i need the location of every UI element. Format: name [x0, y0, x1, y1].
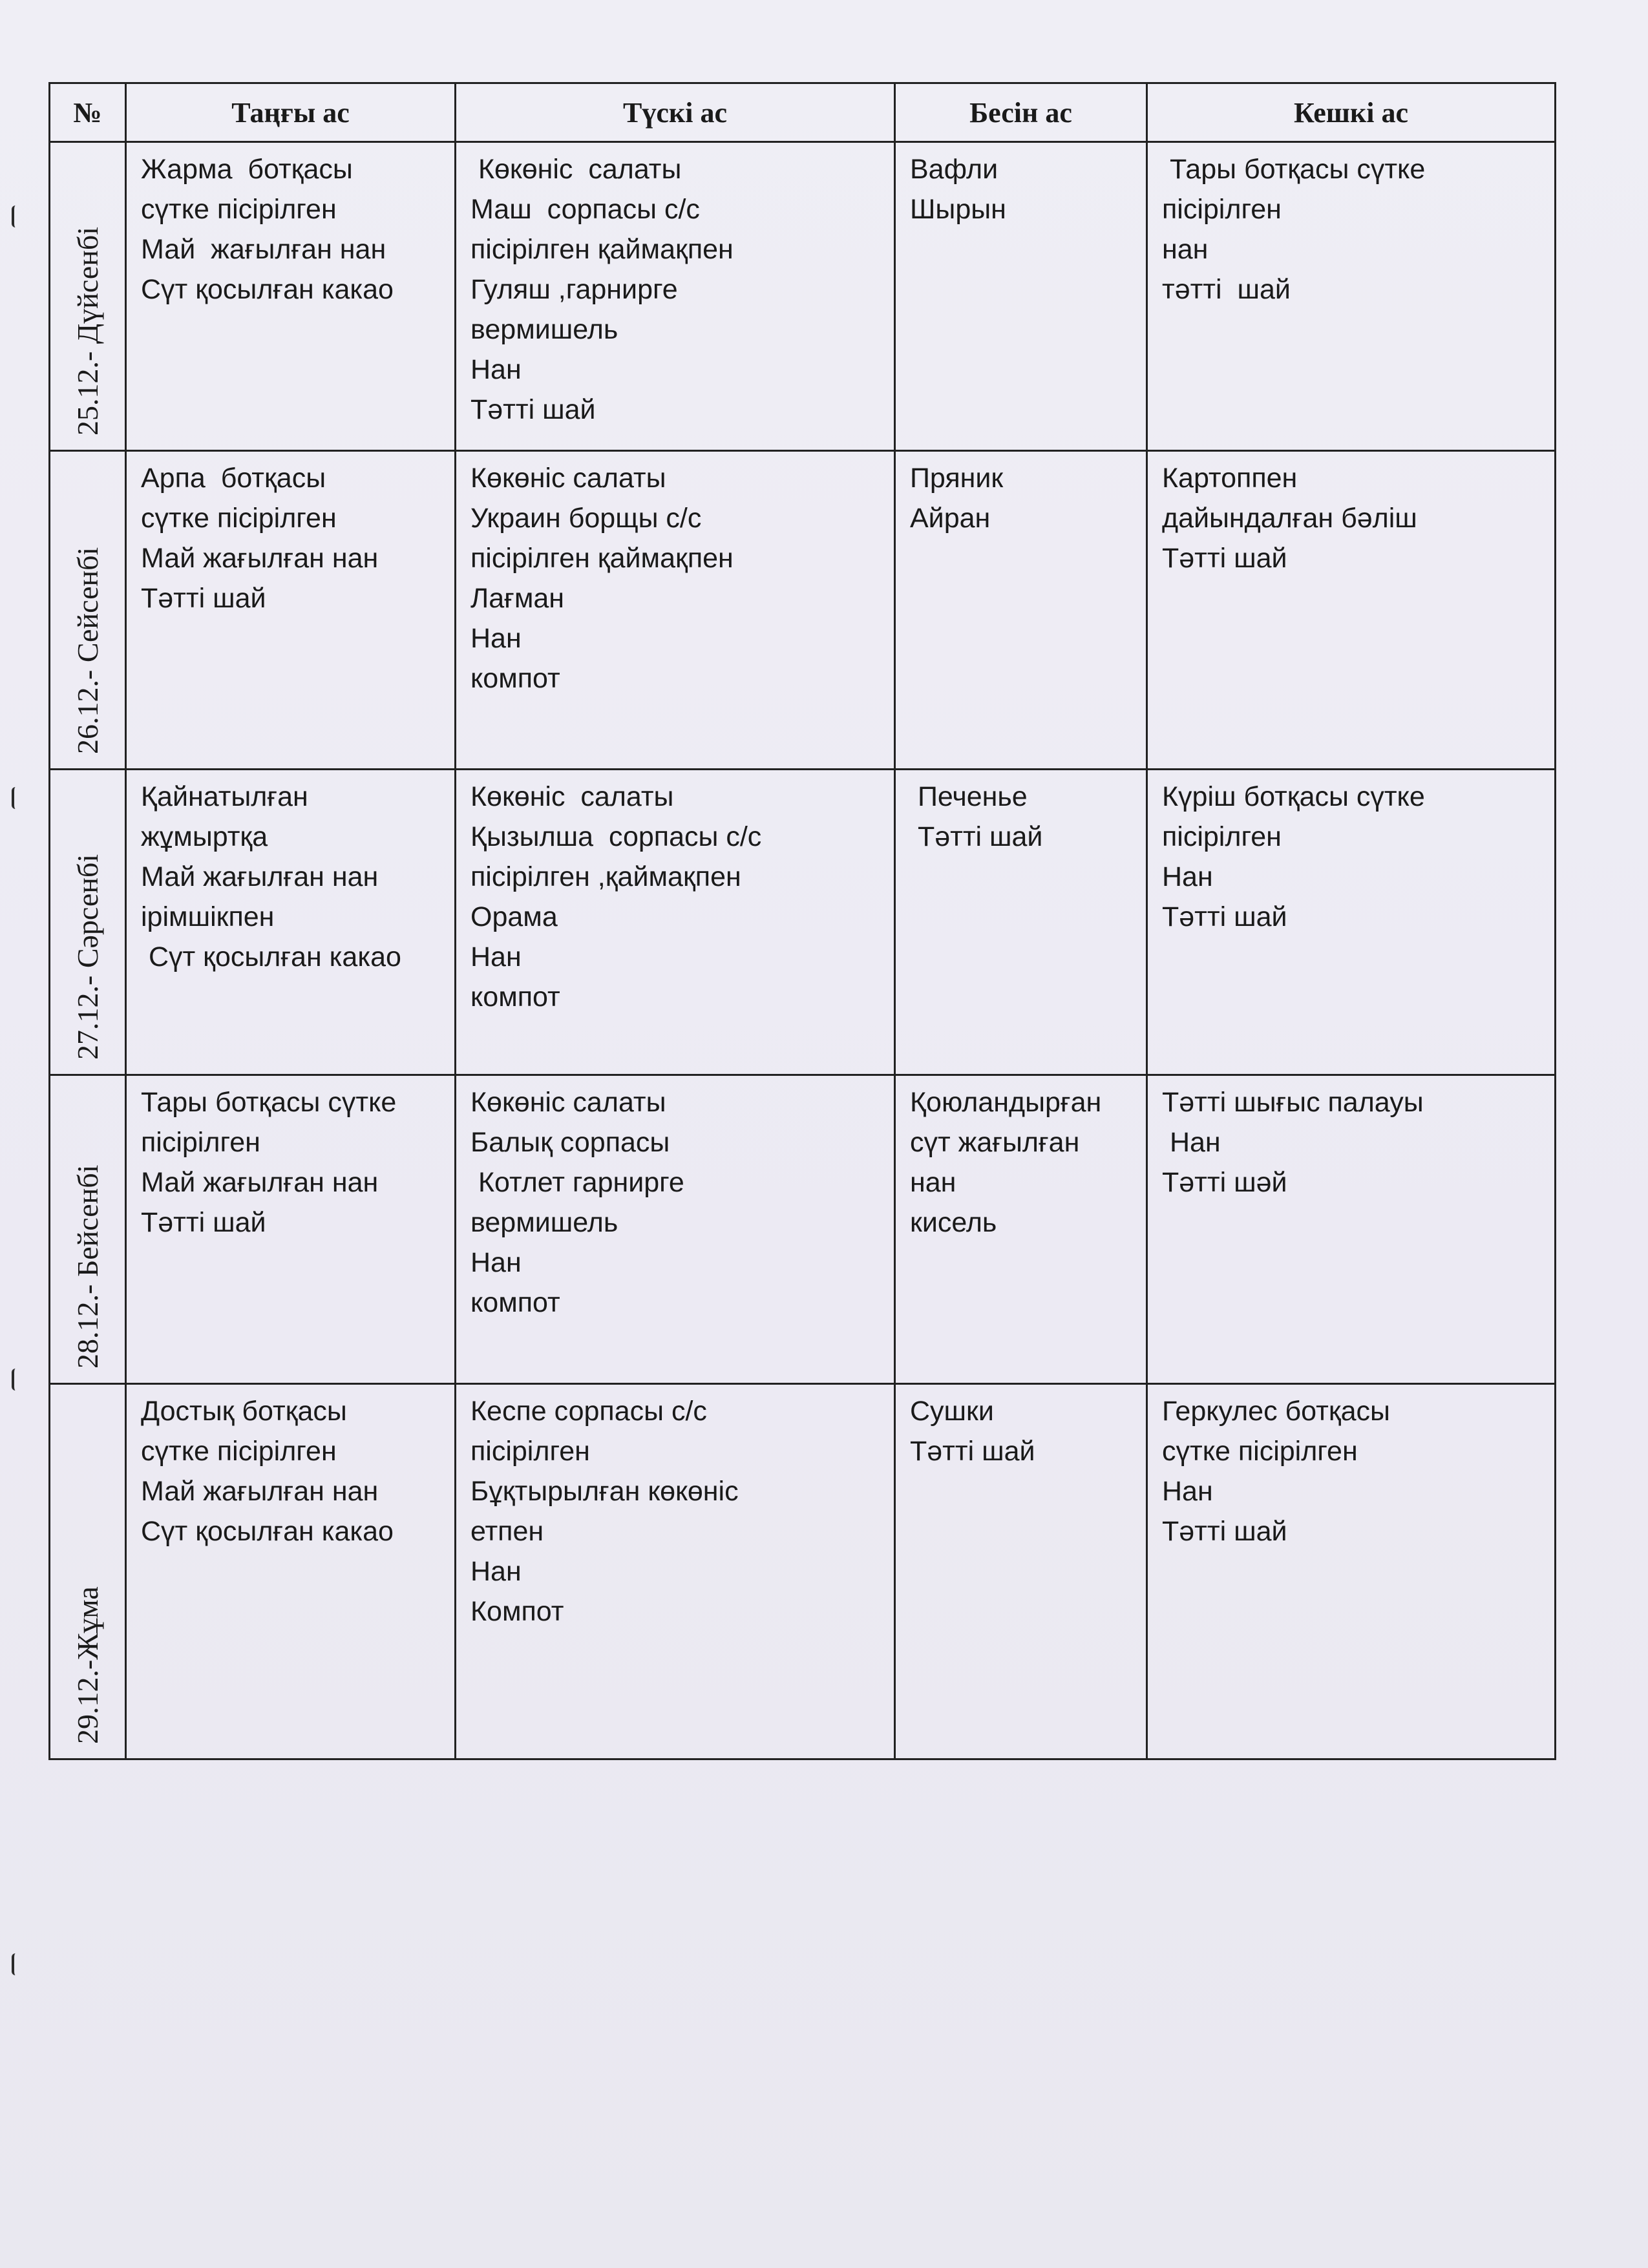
lunch-item: вермишель [470, 1207, 618, 1239]
breakfast-item: Тәтті шай [141, 1207, 266, 1239]
lunch-cell [456, 142, 895, 451]
lunch-item: Балық сорпасы [470, 1127, 670, 1159]
lunch-item: Гуляш ,гарнирге [470, 274, 678, 305]
snack-item: нан [910, 1167, 956, 1199]
dinner-cell [1147, 770, 1556, 1075]
dinner-item: Күріш ботқасы сүтке [1162, 781, 1425, 813]
breakfast-item: Сүт қосылған какао [141, 274, 394, 305]
snack-item: Вафли [910, 154, 998, 185]
snack-item: Печенье [910, 781, 1028, 813]
header-snack: Бесін ас [895, 83, 1147, 142]
breakfast-item: сүтке пісірілген [141, 1436, 337, 1467]
lunch-cell [456, 1075, 895, 1384]
lunch-item: Кеспе сорпасы с/с [470, 1396, 707, 1427]
breakfast-cell [126, 770, 456, 1075]
day-row [50, 142, 1556, 451]
lunch-item: пісірілген ,қаймақпен [470, 861, 741, 893]
breakfast-item: Май жағылған нан [141, 234, 386, 265]
lunch-item: Көкөніс салаты [470, 1087, 666, 1118]
lunch-cell [456, 770, 895, 1075]
header-breakfast: Таңғы ас [126, 83, 456, 142]
lunch-item: Көкөніс салаты [470, 154, 682, 185]
day-row [50, 450, 1556, 770]
day-label: 27.12.- Сәрсенбі [70, 854, 104, 1060]
lunch-item: пісірілген қаймақпен [470, 542, 734, 574]
day-cell [50, 1075, 126, 1384]
day-row [50, 1384, 1556, 1759]
day-cell [50, 1384, 126, 1759]
binder-mark [12, 787, 19, 809]
lunch-cell [456, 450, 895, 770]
snack-cell [895, 770, 1147, 1075]
breakfast-item: пісірілген [141, 1127, 260, 1159]
lunch-item: Маш сорпасы с/с [470, 194, 700, 225]
dinner-item: Картоппен [1162, 462, 1298, 494]
snack-cell [895, 1384, 1147, 1759]
header-row [50, 83, 1556, 142]
dinner-item: Тәтті шай [1162, 542, 1287, 574]
lunch-item: Лағман [470, 582, 565, 614]
breakfast-item: сүтке пісірілген [141, 502, 337, 534]
lunch-item: компот [470, 662, 560, 694]
lunch-item: компот [470, 982, 560, 1013]
day-label: 29.12.-Жұма [70, 1586, 104, 1744]
snack-item: Тәтті шай [910, 1436, 1035, 1467]
dinner-item: Тары ботқасы сүтке [1162, 154, 1426, 185]
lunch-item: Котлет гарнирге [470, 1167, 684, 1199]
binder-mark [12, 1953, 19, 1975]
header-lunch: Түскі ас [456, 83, 895, 142]
dinner-cell [1147, 1075, 1556, 1384]
dinner-item: Нан [1162, 1127, 1221, 1159]
breakfast-item: Тәтті шай [141, 582, 266, 614]
breakfast-item: Жарма ботқасы [141, 154, 353, 185]
lunch-item: пісірілген [470, 1436, 590, 1467]
lunch-item: Көкөніс салаты [470, 462, 666, 494]
breakfast-item: Арпа ботқасы [141, 462, 326, 494]
dinner-item: Нан [1162, 1476, 1213, 1507]
lunch-item: Нан [470, 354, 522, 385]
breakfast-item: ірімшікпен [141, 901, 275, 933]
dinner-item: пісірілген [1162, 194, 1282, 225]
breakfast-item: Сүт қосылған какао [141, 1516, 394, 1548]
breakfast-item: сүтке пісірілген [141, 194, 337, 225]
day-cell [50, 142, 126, 451]
dinner-item: тәтті шай [1162, 274, 1291, 305]
breakfast-item: Май жағылған нан [141, 1167, 379, 1199]
day-label: 26.12.- Сейсенбі [70, 547, 104, 755]
dinner-item: Тәтті шәй [1162, 1167, 1287, 1199]
dinner-item: Тәтті шай [1162, 1516, 1287, 1548]
lunch-item: Қызылша сорпасы с/с [470, 821, 762, 853]
lunch-item: Тәтті шай [470, 394, 596, 425]
snack-item: Айран [910, 502, 991, 534]
lunch-item: Нан [470, 941, 522, 973]
lunch-item: Нан [470, 622, 522, 654]
lunch-item: Компот [470, 1596, 564, 1628]
breakfast-item: Тары ботқасы сүтке [141, 1087, 397, 1118]
snack-cell [895, 142, 1147, 451]
dinner-cell [1147, 1384, 1556, 1759]
snack-item: Пряник [910, 462, 1004, 494]
header-dinner: Кешкі ас [1147, 83, 1556, 142]
breakfast-item: Достық ботқасы [141, 1396, 347, 1427]
lunch-item: Бұқтырылған көкөніс [470, 1476, 739, 1507]
day-label: 25.12.- Дүйсенбі [70, 226, 104, 436]
dinner-item: дайындалған бәліш [1162, 502, 1417, 534]
dinner-cell [1147, 450, 1556, 770]
snack-item: кисель [910, 1207, 997, 1239]
header-number: № [50, 83, 126, 142]
lunch-item: Нан [470, 1247, 522, 1279]
binder-mark [12, 1369, 19, 1391]
snack-item: Сушки [910, 1396, 994, 1427]
lunch-item: Украин борщы с/с [470, 502, 702, 534]
breakfast-cell [126, 1384, 456, 1759]
breakfast-cell [126, 1075, 456, 1384]
snack-cell [895, 1075, 1147, 1384]
lunch-cell [456, 1384, 895, 1759]
dinner-item: Тәтті шығыс палауы [1162, 1087, 1424, 1118]
breakfast-cell [126, 142, 456, 451]
day-cell [50, 450, 126, 770]
lunch-item: етпен [470, 1516, 544, 1548]
lunch-item: компот [470, 1287, 560, 1319]
dinner-item: Тәтті шай [1162, 901, 1287, 933]
breakfast-item: Май жағылған нан [141, 861, 379, 893]
lunch-item: вермишель [470, 314, 618, 345]
breakfast-item: Май жағылған нан [141, 1476, 379, 1507]
lunch-item: Нан [470, 1556, 522, 1588]
lunch-item: пісірілген қаймақпен [470, 234, 734, 265]
day-label: 28.12.- Бейсенбі [70, 1164, 104, 1369]
snack-cell [895, 450, 1147, 770]
dinner-cell [1147, 142, 1556, 451]
snack-item: Қоюландырған [910, 1087, 1102, 1118]
breakfast-item: Қайнатылған [141, 781, 308, 813]
dinner-item: сүтке пісірілген [1162, 1436, 1358, 1467]
breakfast-item: Сүт қосылған какао [141, 941, 401, 973]
breakfast-item: Май жағылған нан [141, 542, 379, 574]
breakfast-item: жұмыртқа [141, 821, 268, 853]
weekly-menu-table [48, 82, 1556, 1760]
dinner-item: Нан [1162, 861, 1213, 893]
lunch-item: Көкөніс салаты [470, 781, 674, 813]
day-cell [50, 770, 126, 1075]
day-row [50, 770, 1556, 1075]
day-row [50, 1075, 1556, 1384]
snack-item: сүт жағылған [910, 1127, 1080, 1159]
snack-item: Шырын [910, 194, 1006, 225]
breakfast-cell [126, 450, 456, 770]
dinner-item: нан [1162, 234, 1209, 265]
lunch-item: Орама [470, 901, 558, 933]
binder-mark [12, 205, 19, 227]
dinner-item: пісірілген [1162, 821, 1282, 853]
dinner-item: Геркулес ботқасы [1162, 1396, 1390, 1427]
snack-item: Тәтті шай [910, 821, 1043, 853]
